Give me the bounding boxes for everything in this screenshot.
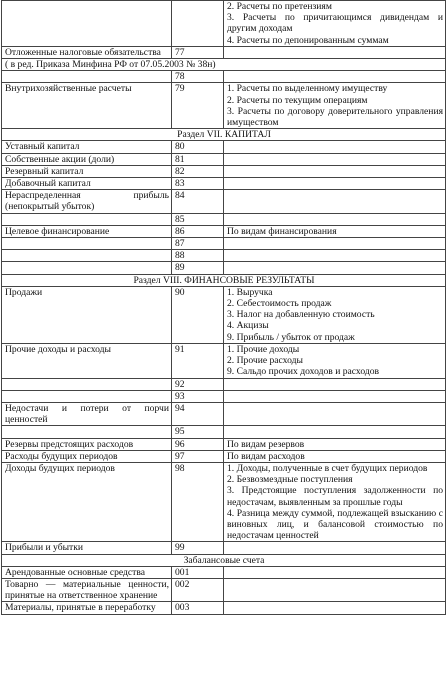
subaccounts-cell: [224, 141, 446, 153]
subaccount-item: 2. Расчеты по претензиям: [227, 1, 332, 12]
account-code: 85: [172, 213, 224, 225]
account-name: Резервный капитал: [2, 165, 172, 177]
account-code: 97: [172, 450, 224, 462]
account-name: Недостачи и потери от порчи ценностей: [2, 402, 172, 425]
subaccounts-cell: [224, 402, 446, 425]
amendment-note-row: [2, 59, 446, 71]
account-code: 88: [172, 250, 224, 262]
subaccounts-cell: [224, 190, 446, 213]
section-title: Раздел VIII. ФИНАНСОВЫЕ РЕЗУЛЬТАТЫ: [2, 274, 446, 286]
account-code: 79: [172, 83, 224, 129]
amendment-note: ( в ред. Приказа Минфина РФ от 07.05.2003 № 38н): [2, 59, 446, 71]
account-name: [2, 250, 172, 262]
account-code: 98: [172, 462, 224, 541]
subaccount-item: По видам финансирования: [227, 225, 337, 237]
account-name: Доходы будущих периодов: [2, 462, 172, 541]
account-row: [2, 262, 446, 274]
chart-of-accounts-table: [1, 0, 446, 615]
account-code: 77: [172, 46, 224, 58]
account-row: [2, 238, 446, 250]
account-name: Нераспределенная прибыль (непокрытый убыток): [2, 190, 172, 213]
account-row: [2, 225, 446, 237]
account-name: Резервы предстоящих расходов: [2, 438, 172, 450]
account-continuation-row: [2, 1, 446, 47]
subaccounts-cell: [224, 83, 446, 129]
account-row: [2, 438, 446, 450]
account-row: [2, 378, 446, 390]
account-row: [2, 46, 446, 58]
subaccounts-cell: [224, 438, 446, 450]
subaccounts-cell: [224, 178, 446, 190]
subaccount-item: 9. Прибыль / убыток от продаж: [227, 331, 355, 343]
account-name: Товарно — материальные ценности, принятые на ответственное хранение: [2, 578, 172, 601]
subaccounts-cell: [224, 286, 446, 343]
account-code: 001: [172, 566, 224, 578]
subaccounts-cell: [224, 1, 446, 47]
account-row: [2, 390, 446, 402]
account-code: 94: [172, 402, 224, 425]
subaccounts-cell: [224, 426, 446, 438]
subaccount-item: 2. Безвозмездные поступления: [227, 474, 353, 486]
account-name: Внутрихозяйственные расчеты: [2, 83, 172, 129]
account-code: [172, 1, 224, 47]
accounts-table-body: [2, 1, 446, 615]
chart-of-accounts-page: [1, 0, 445, 615]
account-code: 81: [172, 153, 224, 165]
subaccounts-cell: [224, 250, 446, 262]
subaccounts-cell: [224, 213, 446, 225]
subaccount-item: 3. Расчеты по причитающимся дивидендам и другим доходам: [227, 12, 443, 35]
account-name: Прибыли и убытки: [2, 542, 172, 554]
account-name: Уставный капитал: [2, 141, 172, 153]
subaccount-item: 1. Выручка: [227, 286, 273, 298]
account-name: [2, 262, 172, 274]
subaccount-item: По видам резервов: [227, 438, 305, 450]
account-code: 87: [172, 238, 224, 250]
account-row: [2, 343, 446, 378]
account-code: 83: [172, 178, 224, 190]
account-row: [2, 213, 446, 225]
account-name: Продажи: [2, 286, 172, 343]
subaccounts-cell: [224, 238, 446, 250]
subaccount-item: 2. Себестоимость продаж: [227, 298, 332, 310]
account-row: [2, 578, 446, 601]
subaccount-item: 3. Расчеты по договору доверительного управления имуществом: [227, 105, 443, 129]
subaccounts-cell: [224, 165, 446, 177]
account-row: [2, 426, 446, 438]
subaccounts-cell: [224, 71, 446, 83]
account-code: 91: [172, 343, 224, 378]
account-code: 002: [172, 578, 224, 601]
subaccount-item: 4. Разница между суммой, подлежащей взысканию с виновных лиц, и балансовой стоимостью по недостачам ценностей: [227, 507, 443, 542]
section-title: Раздел VII. КАПИТАЛ: [2, 129, 446, 141]
account-code: 84: [172, 190, 224, 213]
account-code: 90: [172, 286, 224, 343]
account-name: Материалы, принятые в переработку: [2, 602, 172, 614]
subaccounts-cell: [224, 390, 446, 402]
account-code: 93: [172, 390, 224, 402]
subaccount-item: По видам расходов: [227, 450, 305, 462]
section-header-row: [2, 274, 446, 286]
account-name: Прочие доходы и расходы: [2, 343, 172, 378]
subaccount-item: 9. Сальдо прочих доходов и расходов: [227, 366, 380, 378]
account-name: [2, 71, 172, 83]
account-name: [2, 213, 172, 225]
subaccounts-cell: [224, 542, 446, 554]
section-header-row: [2, 554, 446, 566]
account-row: [2, 71, 446, 83]
account-name: [2, 426, 172, 438]
subaccounts-cell: [224, 153, 446, 165]
account-code: 78: [172, 71, 224, 83]
subaccount-item: 1. Прочие доходы: [227, 343, 300, 355]
subaccounts-cell: [224, 450, 446, 462]
subaccounts-cell: [224, 343, 446, 378]
account-row: [2, 542, 446, 554]
account-row: [2, 83, 446, 129]
account-row: [2, 566, 446, 578]
account-row: [2, 190, 446, 213]
account-row: [2, 141, 446, 153]
account-name: Арендованные основные средства: [2, 566, 172, 578]
account-row: [2, 165, 446, 177]
account-code: 96: [172, 438, 224, 450]
account-name: [2, 378, 172, 390]
account-name: Добавочный капитал: [2, 178, 172, 190]
account-name: [2, 1, 172, 47]
subaccounts-cell: [224, 578, 446, 601]
account-row: [2, 402, 446, 425]
account-row: [2, 462, 446, 541]
subaccounts-cell: [224, 46, 446, 58]
subaccount-item: 2. Расчеты по текущим операциям: [227, 94, 368, 106]
subaccounts-cell: [224, 566, 446, 578]
account-row: [2, 602, 446, 614]
account-name: [2, 390, 172, 402]
account-row: [2, 286, 446, 343]
subaccount-item: 4. Акцизы: [227, 320, 269, 332]
account-code: 80: [172, 141, 224, 153]
account-code: 99: [172, 542, 224, 554]
account-name: [2, 238, 172, 250]
account-code: 86: [172, 225, 224, 237]
account-name: Собственные акции (доли): [2, 153, 172, 165]
account-code: 003: [172, 602, 224, 614]
account-name: Целевое финансирование: [2, 225, 172, 237]
subaccount-item: 4. Расчеты по депонированным суммам: [227, 34, 389, 46]
subaccount-item: 2. Прочие расходы: [227, 355, 303, 367]
account-name: Расходы будущих периодов: [2, 450, 172, 462]
section-title: Забалансовые счета: [2, 554, 446, 566]
account-row: [2, 178, 446, 190]
subaccount-item: 3. Предстоящие поступления задолженности по недостачам, выявленным за прошлые годы: [227, 485, 443, 508]
section-header-row: [2, 129, 446, 141]
account-row: [2, 450, 446, 462]
subaccount-item: 1. Расчеты по выделенному имуществу: [227, 83, 388, 95]
account-code: 95: [172, 426, 224, 438]
subaccounts-cell: [224, 262, 446, 274]
account-name: Отложенные налоговые обязательства: [2, 46, 172, 58]
account-code: 92: [172, 378, 224, 390]
account-code: 89: [172, 262, 224, 274]
subaccount-item: 3. Налог на добавленную стоимость: [227, 309, 375, 321]
subaccounts-cell: [224, 462, 446, 541]
subaccounts-cell: [224, 378, 446, 390]
subaccounts-cell: [224, 602, 446, 614]
subaccount-item: 1. Доходы, полученные в счет будущих периодов: [227, 462, 428, 474]
account-code: 82: [172, 165, 224, 177]
account-row: [2, 250, 446, 262]
account-row: [2, 153, 446, 165]
subaccounts-cell: [224, 225, 446, 237]
